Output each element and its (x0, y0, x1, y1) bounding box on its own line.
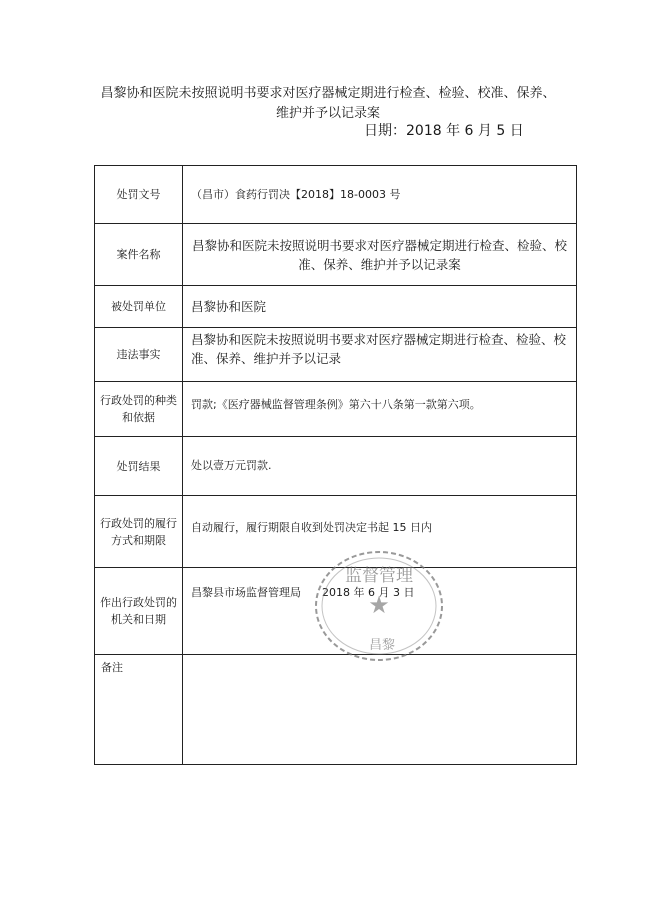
document-title-line1: 昌黎协和医院未按照说明书要求对医疗器械定期进行检查、检验、校准、保养、 (100, 86, 556, 101)
row-label: 行政处罚的履行方式和期限 (95, 496, 183, 567)
table-row-case-name (95, 224, 576, 286)
row-label: 案件名称 (95, 224, 183, 285)
table-row-violation-facts (95, 328, 576, 382)
row-label: 处罚文号 (95, 166, 183, 223)
svg-text:监督管理: 监督管理 (345, 566, 413, 586)
official-seal-stamp (312, 547, 446, 665)
penalty-basis-value: 罚款;《医疗器械监督管理条例》第六十八条第一款第六项。 (191, 398, 481, 411)
row-label: 被处罚单位 (95, 286, 183, 327)
document-title-line2: 维护并予以记录案 (275, 106, 380, 121)
table-row-penalized-party (95, 286, 576, 328)
case-name-value: 昌黎协和医院未按照说明书要求对医疗器械定期进行检查、检验、校准、保养、维护并予以记录案 (191, 237, 567, 272)
document-date: 日期：2018 年 6 月 5 日 (364, 123, 524, 139)
execution-method-value: 自动履行，履行期限自收到处罚决定书起 15 日内 (191, 521, 432, 534)
penalty-info-table (94, 165, 577, 765)
table-row-penalty-result (95, 437, 576, 496)
penalized-party-value: 昌黎协和医院 (191, 299, 267, 314)
row-label: 处罚结果 (95, 437, 183, 495)
table-row-case-number (95, 166, 576, 224)
issuing-authority-value: 昌黎县市场监督管理局 2018 年 6 月 3 日 (191, 586, 415, 599)
violation-facts-value: 昌黎协和医院未按照说明书要求对医疗器械定期进行检查、检验、校准、保养、维护并予以记录 (191, 332, 567, 366)
row-label: 备注 (95, 655, 183, 764)
row-label: 作出行政处罚的机关和日期 (95, 568, 183, 654)
table-row-remarks (95, 655, 576, 764)
svg-text:★: ★ (368, 591, 390, 619)
table-row-penalty-basis (95, 382, 576, 437)
row-label: 违法事实 (95, 328, 183, 381)
row-label: 行政处罚的种类和依据 (95, 382, 183, 436)
case-number-value: （昌市）食药行罚决【2018】18-0003 号 (191, 187, 401, 201)
penalty-result-value: 处以壹万元罚款. (191, 459, 272, 472)
remarks-value (191, 655, 568, 764)
svg-text:昌黎: 昌黎 (368, 638, 396, 653)
